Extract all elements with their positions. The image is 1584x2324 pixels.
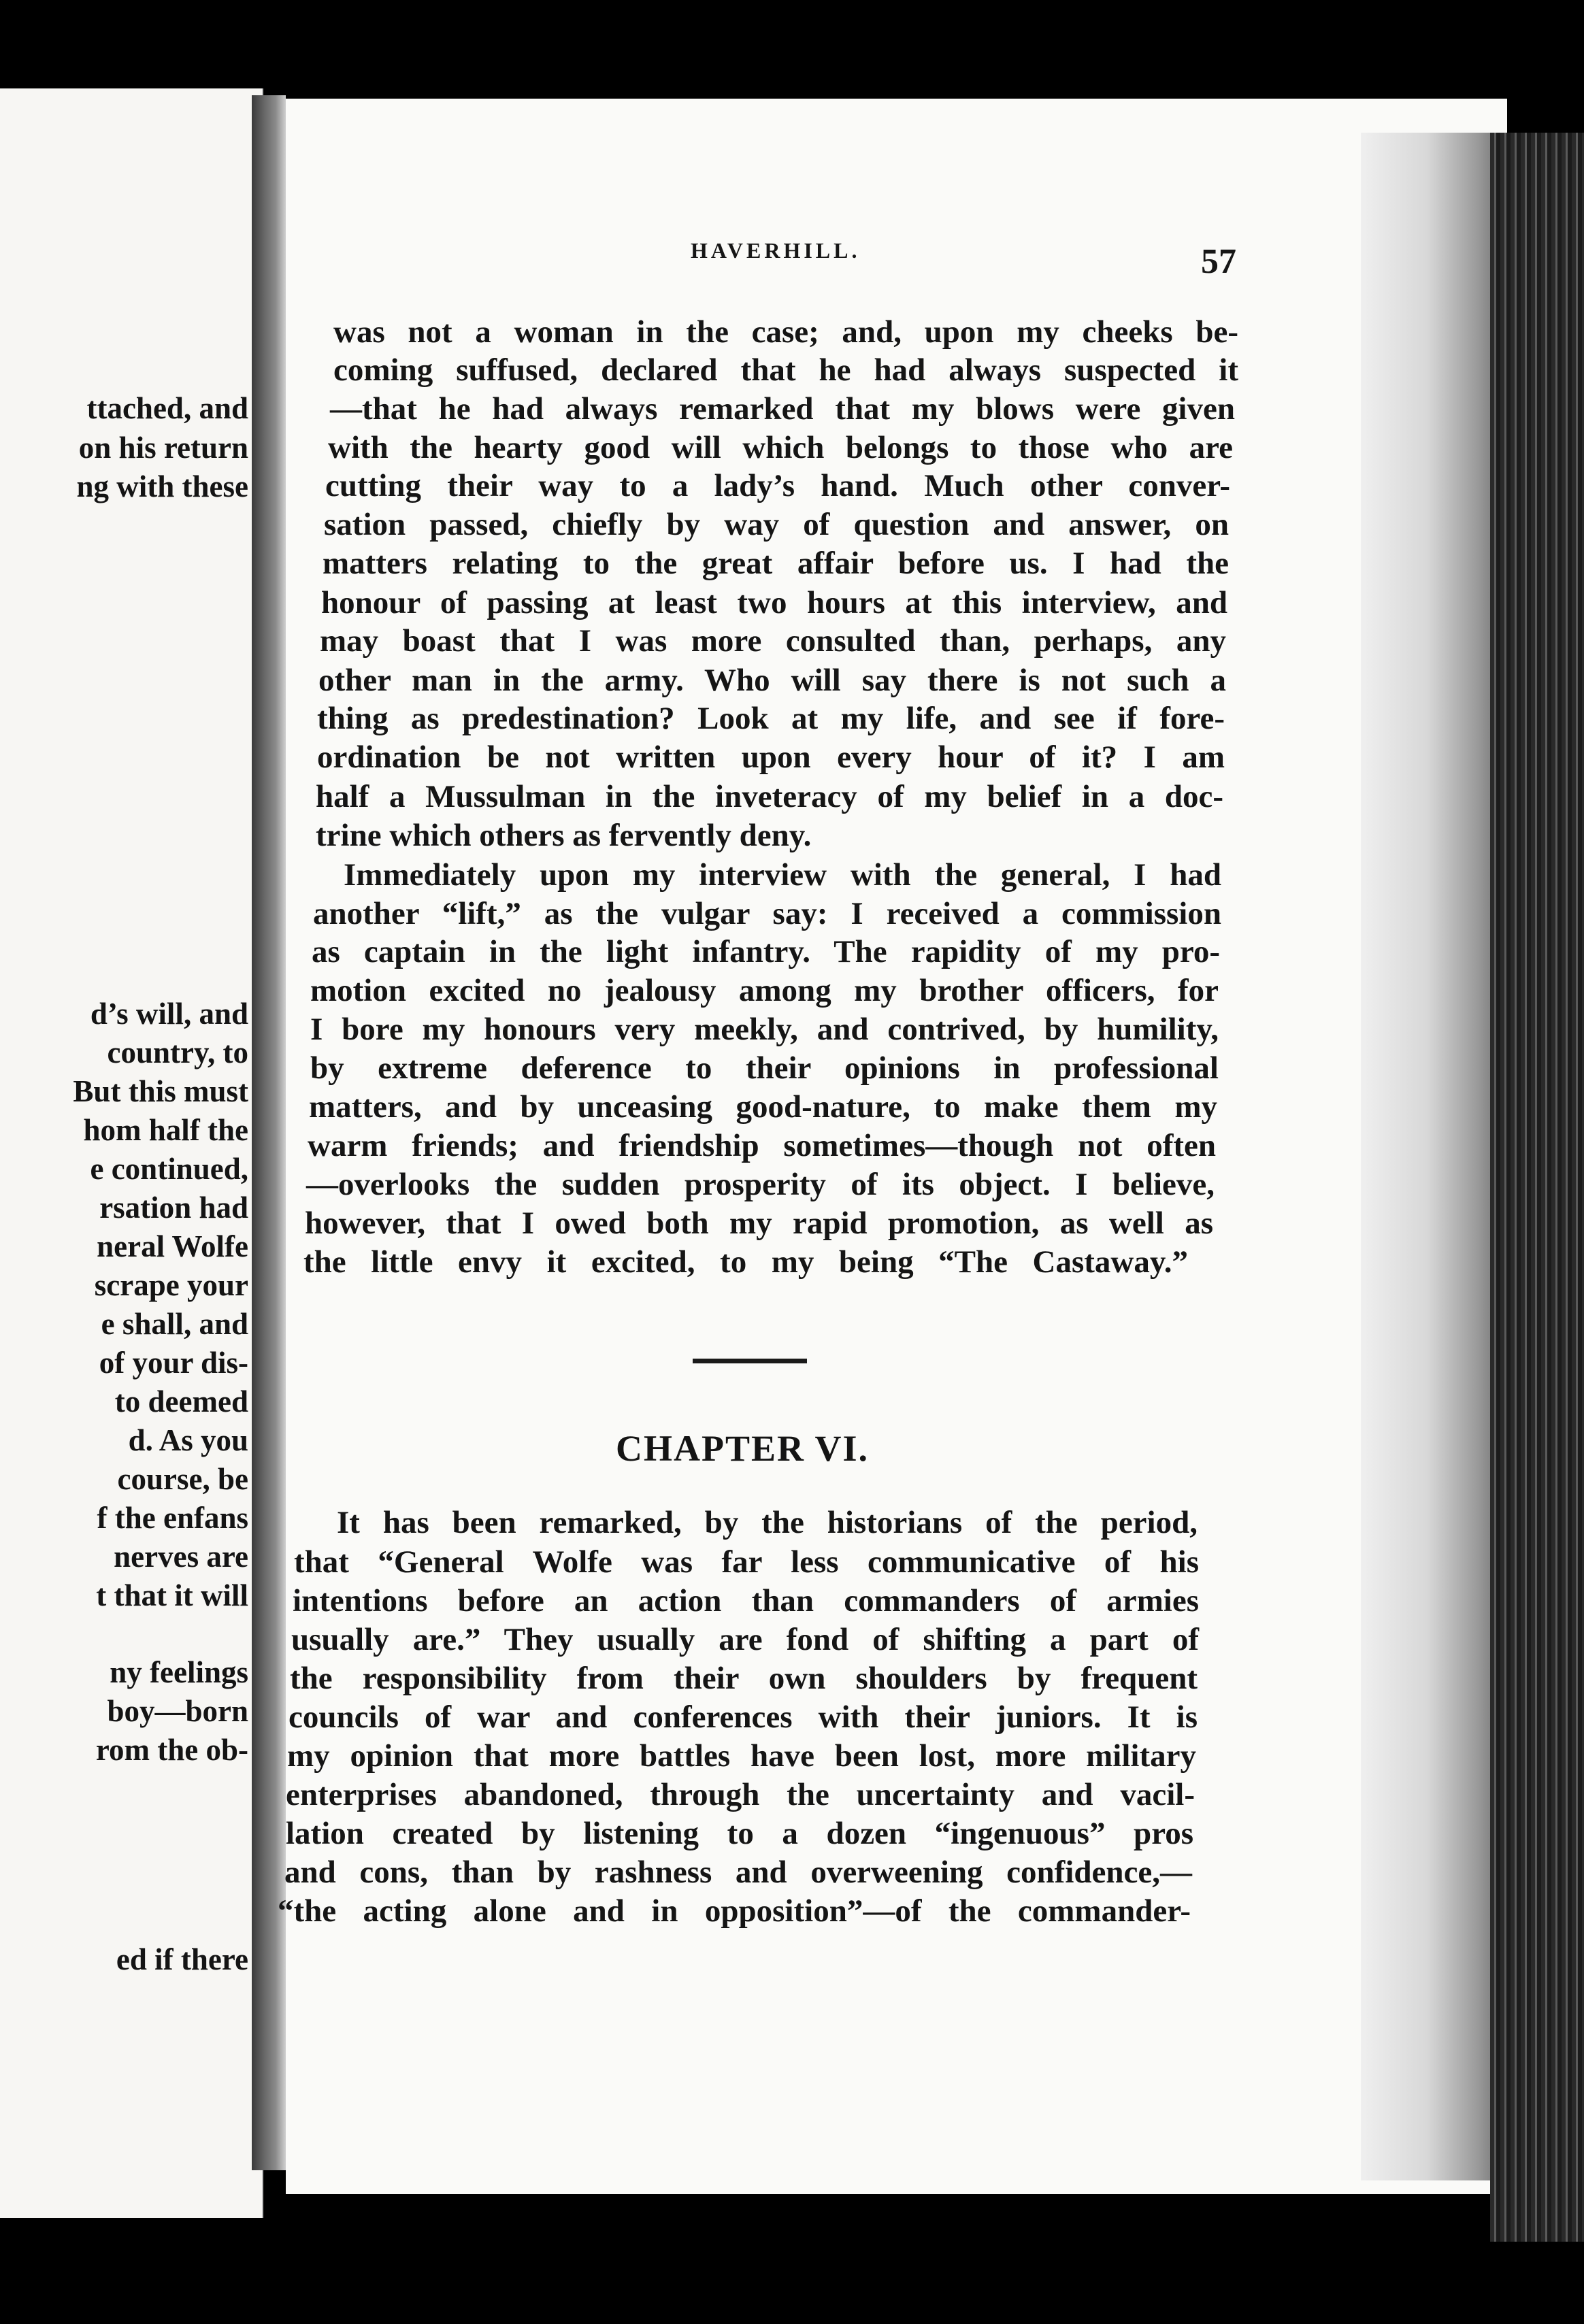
left-line: d’s will, and bbox=[90, 997, 248, 1031]
text-line: —overlooks the sudden prosperity of its object. I believe, bbox=[306, 1167, 1215, 1202]
book-gutter bbox=[252, 95, 286, 2170]
left-line: rom the ob- bbox=[95, 1733, 248, 1767]
text-line: matters, and by unceasing good-nature, to make them my bbox=[309, 1089, 1217, 1125]
text-line: It has been remarked, by the historians of the period, bbox=[337, 1505, 1198, 1540]
left-line: e shall, and bbox=[101, 1307, 248, 1341]
left-line: course, be bbox=[117, 1462, 248, 1496]
text-line: may boast that I was more consulted than, perhaps, any bbox=[320, 623, 1226, 659]
left-facing-page bbox=[0, 88, 263, 2218]
page-stack-edge bbox=[1490, 133, 1584, 2242]
left-line: scrape your bbox=[94, 1268, 248, 1302]
text-line: coming suffused, declared that he had always suspected it bbox=[333, 352, 1238, 388]
text-line: the little envy it excited, to my being “The Castaway.” bbox=[303, 1244, 1188, 1280]
left-line: boy—born bbox=[107, 1694, 248, 1728]
running-header: HAVERHILL. bbox=[691, 238, 861, 263]
text-line: half a Mussulman in the inveteracy of my belief in a doc- bbox=[316, 779, 1223, 814]
left-line: ny feelings bbox=[110, 1655, 248, 1689]
left-line: country, to bbox=[107, 1035, 248, 1069]
text-line: however, that I owed both my rapid promotion, as well as bbox=[305, 1206, 1213, 1241]
left-line: f the enfans bbox=[97, 1501, 248, 1535]
text-line: —that he had always remarked that my blows were given bbox=[330, 391, 1235, 427]
text-line: lation created by listening to a dozen “ingenuous” pros bbox=[286, 1816, 1193, 1851]
left-line: of your dis- bbox=[99, 1346, 248, 1380]
text-line: usually are.” They usually are fond of shifting a part of bbox=[291, 1622, 1199, 1657]
left-line: ttached, and bbox=[86, 391, 248, 425]
left-line: neral Wolfe bbox=[97, 1229, 248, 1263]
left-page-text bbox=[0, 88, 262, 2218]
text-line: thing as predestination? Look at my life, and see if fore- bbox=[317, 701, 1225, 736]
left-line: ng with these bbox=[76, 469, 248, 503]
text-line: I bore my honours very meekly, and contrived, by humility, bbox=[310, 1012, 1219, 1047]
text-line: my opinion that more battles have been lost, more military bbox=[287, 1738, 1196, 1774]
text-line: motion excited no jealousy among my brother officers, for bbox=[310, 973, 1219, 1008]
left-line: t that it will bbox=[96, 1578, 248, 1612]
chapter-divider-rule bbox=[693, 1359, 807, 1363]
text-line: ordination be not written upon every hour of it? I am bbox=[317, 740, 1225, 775]
chapter-heading: CHAPTER VI. bbox=[616, 1428, 870, 1469]
text-line: cutting their way to a lady’s hand. Much other conver- bbox=[325, 468, 1230, 503]
text-line: was not a woman in the case; and, upon my cheeks be- bbox=[333, 314, 1238, 350]
text-line: as captain in the light infantry. The rapidity of my pro- bbox=[312, 934, 1220, 969]
text-line: other man in the army. Who will say there is not such a bbox=[318, 663, 1226, 698]
text-line: sation passed, chiefly by way of question and answer, on bbox=[324, 507, 1229, 542]
left-line: rsation had bbox=[99, 1191, 248, 1225]
text-line: another “lift,” as the vulgar say: I received a commission bbox=[313, 896, 1221, 931]
text-line: enterprises abandoned, through the uncertainty and vacil- bbox=[286, 1777, 1195, 1812]
text-line: and cons, than by rashness and overweening confidence,— bbox=[284, 1855, 1192, 1890]
text-line: warm friends; and friendship sometimes—though not often bbox=[308, 1128, 1216, 1163]
page-edge-shadow bbox=[1361, 133, 1507, 2180]
left-line: e continued, bbox=[90, 1152, 248, 1186]
text-line: honour of passing at least two hours at this interview, and bbox=[321, 585, 1227, 620]
left-line: nerves are bbox=[114, 1540, 248, 1574]
text-line: Immediately upon my interview with the general, I had bbox=[344, 857, 1221, 893]
page-number: 57 bbox=[1201, 242, 1236, 281]
text-line: with the hearty good will which belongs to those who are bbox=[328, 430, 1233, 465]
text-line: intentions before an action than commanders of armies bbox=[293, 1583, 1199, 1618]
text-line: that “General Wolfe was far less communicative of his bbox=[294, 1544, 1199, 1580]
left-line: on his return bbox=[78, 431, 248, 465]
left-line: to deemed bbox=[114, 1384, 248, 1418]
left-line: But this must bbox=[73, 1074, 248, 1108]
text-line: matters relating to the great affair before us. I had the bbox=[323, 546, 1229, 581]
left-line: hom half the bbox=[83, 1113, 248, 1147]
left-line: d. As you bbox=[128, 1423, 248, 1457]
text-line: trine which others as fervently deny. bbox=[316, 818, 812, 853]
left-line: ed if there bbox=[116, 1942, 248, 1976]
text-line: councils of war and conferences with their juniors. It is bbox=[288, 1699, 1198, 1735]
text-line: by extreme deference to their opinions in professional bbox=[310, 1050, 1219, 1086]
text-line: the responsibility from their own shoulders by frequent bbox=[290, 1661, 1198, 1696]
text-line: “the acting alone and in opposition”—of the commander- bbox=[278, 1893, 1191, 1929]
